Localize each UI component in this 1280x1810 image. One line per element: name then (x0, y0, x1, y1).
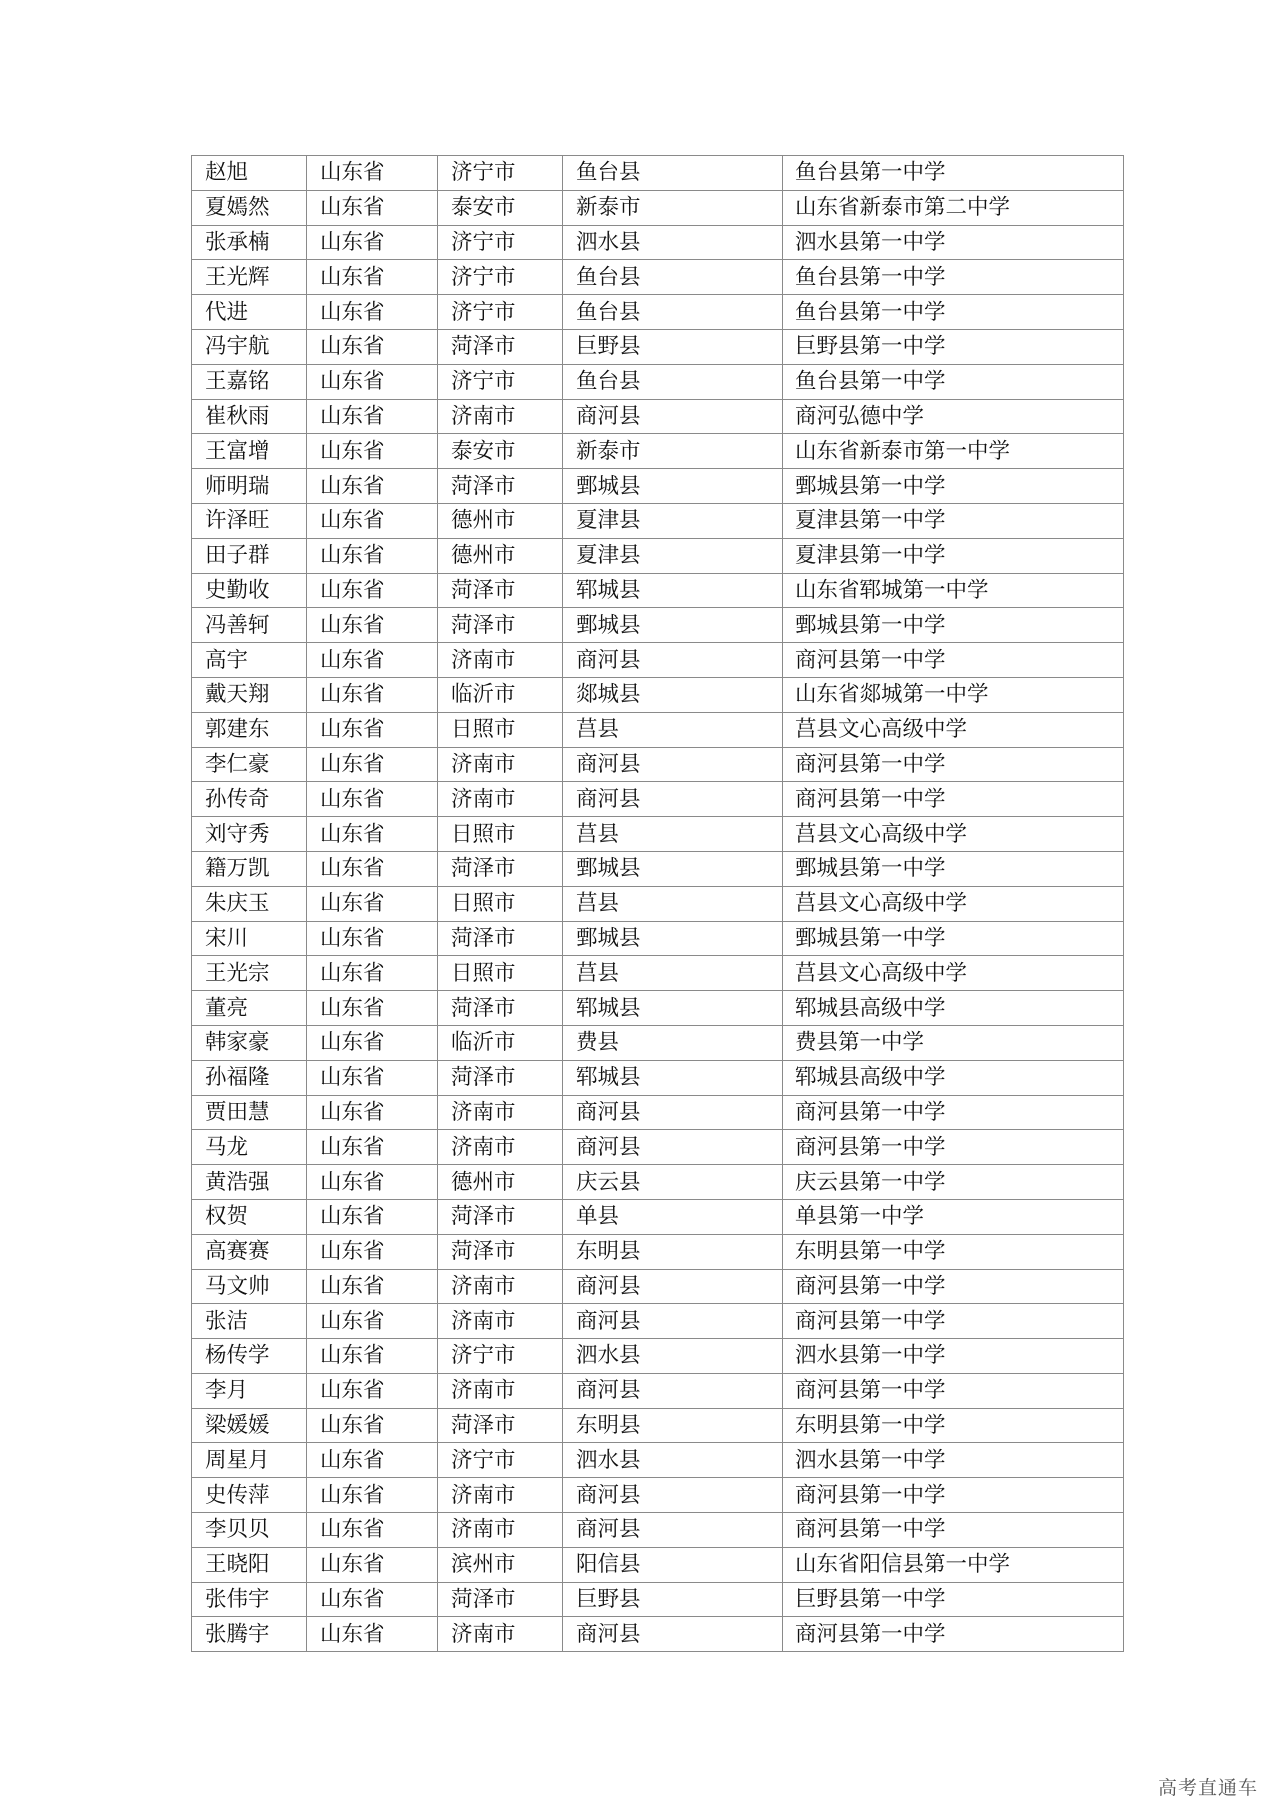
name-cell: 张伟宇 (192, 1582, 307, 1617)
county-cell: 东明县 (563, 1234, 783, 1269)
name-cell: 张腾宇 (192, 1617, 307, 1652)
table-row (192, 1060, 1124, 1095)
county-cell: 夏津县 (563, 538, 783, 573)
table-row (192, 1513, 1124, 1548)
school-cell: 郓城县高级中学 (783, 1060, 1124, 1095)
table-row (192, 956, 1124, 991)
table-row (192, 469, 1124, 504)
county-cell: 泗水县 (563, 225, 783, 260)
table-row (192, 1339, 1124, 1374)
table-row (192, 747, 1124, 782)
province-cell: 山东省 (307, 260, 438, 295)
name-cell: 郭建东 (192, 712, 307, 747)
table-row (192, 1234, 1124, 1269)
school-cell: 鄄城县第一中学 (783, 851, 1124, 886)
province-cell: 山东省 (307, 1478, 438, 1513)
school-cell: 泗水县第一中学 (783, 1443, 1124, 1478)
city-cell: 菏泽市 (438, 608, 563, 643)
county-cell: 费县 (563, 1025, 783, 1060)
table-row (192, 503, 1124, 538)
county-cell: 商河县 (563, 782, 783, 817)
county-cell: 单县 (563, 1199, 783, 1234)
name-cell: 韩家豪 (192, 1025, 307, 1060)
county-cell: 鱼台县 (563, 156, 783, 191)
name-cell: 高赛赛 (192, 1234, 307, 1269)
table-row (192, 1373, 1124, 1408)
school-cell: 商河县第一中学 (783, 1130, 1124, 1165)
school-cell: 费县第一中学 (783, 1025, 1124, 1060)
student-roster-table (191, 155, 1124, 1652)
province-cell: 山东省 (307, 886, 438, 921)
county-cell: 莒县 (563, 712, 783, 747)
city-cell: 临沂市 (438, 677, 563, 712)
province-cell: 山东省 (307, 190, 438, 225)
province-cell: 山东省 (307, 469, 438, 504)
school-cell: 山东省郓城第一中学 (783, 573, 1124, 608)
province-cell: 山东省 (307, 1234, 438, 1269)
school-cell: 夏津县第一中学 (783, 503, 1124, 538)
name-cell: 孙福隆 (192, 1060, 307, 1095)
name-cell: 张承楠 (192, 225, 307, 260)
name-cell: 高宇 (192, 643, 307, 678)
province-cell: 山东省 (307, 1582, 438, 1617)
city-cell: 济南市 (438, 1304, 563, 1339)
table-row (192, 1025, 1124, 1060)
county-cell: 莒县 (563, 886, 783, 921)
province-cell: 山东省 (307, 991, 438, 1026)
table-row (192, 399, 1124, 434)
table-row (192, 886, 1124, 921)
table-row (192, 1199, 1124, 1234)
school-cell: 莒县文心高级中学 (783, 956, 1124, 991)
city-cell: 济宁市 (438, 1339, 563, 1374)
school-cell: 鄄城县第一中学 (783, 921, 1124, 956)
table-row (192, 190, 1124, 225)
table-row (192, 1617, 1124, 1652)
province-cell: 山东省 (307, 1617, 438, 1652)
table-row (192, 573, 1124, 608)
county-cell: 商河县 (563, 1269, 783, 1304)
school-cell: 商河县第一中学 (783, 1513, 1124, 1548)
city-cell: 菏泽市 (438, 573, 563, 608)
table-row (192, 295, 1124, 330)
table-row (192, 782, 1124, 817)
county-cell: 东明县 (563, 1408, 783, 1443)
county-cell: 夏津县 (563, 503, 783, 538)
province-cell: 山东省 (307, 1060, 438, 1095)
city-cell: 德州市 (438, 503, 563, 538)
table-row (192, 1582, 1124, 1617)
city-cell: 济南市 (438, 1095, 563, 1130)
province-cell: 山东省 (307, 1130, 438, 1165)
province-cell: 山东省 (307, 503, 438, 538)
name-cell: 宋川 (192, 921, 307, 956)
school-cell: 泗水县第一中学 (783, 1339, 1124, 1374)
county-cell: 泗水县 (563, 1339, 783, 1374)
county-cell: 郯城县 (563, 677, 783, 712)
name-cell: 籍万凯 (192, 851, 307, 886)
province-cell: 山东省 (307, 225, 438, 260)
name-cell: 王光辉 (192, 260, 307, 295)
county-cell: 商河县 (563, 1617, 783, 1652)
province-cell: 山东省 (307, 399, 438, 434)
name-cell: 崔秋雨 (192, 399, 307, 434)
table-row (192, 1130, 1124, 1165)
city-cell: 济南市 (438, 399, 563, 434)
county-cell: 商河县 (563, 399, 783, 434)
school-cell: 商河县第一中学 (783, 747, 1124, 782)
table-row (192, 643, 1124, 678)
city-cell: 菏泽市 (438, 1408, 563, 1443)
name-cell: 王光宗 (192, 956, 307, 991)
school-cell: 商河县第一中学 (783, 643, 1124, 678)
table-row (192, 434, 1124, 469)
city-cell: 济宁市 (438, 225, 563, 260)
name-cell: 冯善轲 (192, 608, 307, 643)
city-cell: 济南市 (438, 643, 563, 678)
city-cell: 济南市 (438, 782, 563, 817)
city-cell: 泰安市 (438, 190, 563, 225)
table-row (192, 851, 1124, 886)
school-cell: 莒县文心高级中学 (783, 817, 1124, 852)
province-cell: 山东省 (307, 608, 438, 643)
school-cell: 泗水县第一中学 (783, 225, 1124, 260)
table-row (192, 1304, 1124, 1339)
table-row (192, 156, 1124, 191)
name-cell: 王富增 (192, 434, 307, 469)
county-cell: 庆云县 (563, 1165, 783, 1200)
school-cell: 商河县第一中学 (783, 1269, 1124, 1304)
province-cell: 山东省 (307, 1408, 438, 1443)
table-row (192, 677, 1124, 712)
name-cell: 董亮 (192, 991, 307, 1026)
school-cell: 巨野县第一中学 (783, 329, 1124, 364)
table-row (192, 991, 1124, 1026)
county-cell: 鄄城县 (563, 608, 783, 643)
city-cell: 济南市 (438, 747, 563, 782)
watermark-text: 高考直通车 (1157, 1777, 1258, 1799)
school-cell: 商河县第一中学 (783, 1478, 1124, 1513)
table-row (192, 1478, 1124, 1513)
name-cell: 王晓阳 (192, 1547, 307, 1582)
city-cell: 济宁市 (438, 260, 563, 295)
school-cell: 山东省新泰市第一中学 (783, 434, 1124, 469)
city-cell: 济南市 (438, 1373, 563, 1408)
province-cell: 山东省 (307, 643, 438, 678)
table-row (192, 1547, 1124, 1582)
city-cell: 济宁市 (438, 295, 563, 330)
county-cell: 商河县 (563, 1095, 783, 1130)
county-cell: 商河县 (563, 1304, 783, 1339)
province-cell: 山东省 (307, 1373, 438, 1408)
name-cell: 王嘉铭 (192, 364, 307, 399)
school-cell: 郓城县高级中学 (783, 991, 1124, 1026)
city-cell: 济南市 (438, 1269, 563, 1304)
school-cell: 莒县文心高级中学 (783, 712, 1124, 747)
city-cell: 济南市 (438, 1617, 563, 1652)
table-row (192, 1269, 1124, 1304)
county-cell: 巨野县 (563, 1582, 783, 1617)
county-cell: 泗水县 (563, 1443, 783, 1478)
city-cell: 菏泽市 (438, 469, 563, 504)
county-cell: 莒县 (563, 956, 783, 991)
name-cell: 赵旭 (192, 156, 307, 191)
county-cell: 郓城县 (563, 991, 783, 1026)
province-cell: 山东省 (307, 329, 438, 364)
school-cell: 单县第一中学 (783, 1199, 1124, 1234)
name-cell: 许泽旺 (192, 503, 307, 538)
table-row (192, 608, 1124, 643)
county-cell: 鄄城县 (563, 469, 783, 504)
province-cell: 山东省 (307, 538, 438, 573)
city-cell: 滨州市 (438, 1547, 563, 1582)
name-cell: 孙传奇 (192, 782, 307, 817)
table-row (192, 921, 1124, 956)
school-cell: 东明县第一中学 (783, 1408, 1124, 1443)
province-cell: 山东省 (307, 782, 438, 817)
city-cell: 济南市 (438, 1513, 563, 1548)
table-row (192, 364, 1124, 399)
province-cell: 山东省 (307, 1304, 438, 1339)
school-cell: 山东省郯城第一中学 (783, 677, 1124, 712)
city-cell: 济宁市 (438, 364, 563, 399)
city-cell: 菏泽市 (438, 329, 563, 364)
city-cell: 德州市 (438, 538, 563, 573)
table-row (192, 1443, 1124, 1478)
province-cell: 山东省 (307, 677, 438, 712)
table-row (192, 329, 1124, 364)
county-cell: 莒县 (563, 817, 783, 852)
county-cell: 鱼台县 (563, 260, 783, 295)
name-cell: 张洁 (192, 1304, 307, 1339)
name-cell: 田子群 (192, 538, 307, 573)
name-cell: 周星月 (192, 1443, 307, 1478)
county-cell: 商河县 (563, 643, 783, 678)
name-cell: 史传萍 (192, 1478, 307, 1513)
city-cell: 菏泽市 (438, 1582, 563, 1617)
county-cell: 商河县 (563, 1513, 783, 1548)
city-cell: 菏泽市 (438, 1234, 563, 1269)
school-cell: 巨野县第一中学 (783, 1582, 1124, 1617)
name-cell: 李仁豪 (192, 747, 307, 782)
school-cell: 商河县第一中学 (783, 1373, 1124, 1408)
city-cell: 济南市 (438, 1478, 563, 1513)
county-cell: 郓城县 (563, 573, 783, 608)
table-row (192, 1095, 1124, 1130)
school-cell: 夏津县第一中学 (783, 538, 1124, 573)
city-cell: 菏泽市 (438, 921, 563, 956)
county-cell: 商河县 (563, 1478, 783, 1513)
province-cell: 山东省 (307, 747, 438, 782)
table-row (192, 1165, 1124, 1200)
city-cell: 日照市 (438, 886, 563, 921)
city-cell: 济宁市 (438, 156, 563, 191)
name-cell: 杨传学 (192, 1339, 307, 1374)
school-cell: 庆云县第一中学 (783, 1165, 1124, 1200)
table-row (192, 538, 1124, 573)
school-cell: 鄄城县第一中学 (783, 469, 1124, 504)
county-cell: 阳信县 (563, 1547, 783, 1582)
county-cell: 商河县 (563, 1130, 783, 1165)
roster-body (192, 156, 1124, 1652)
county-cell: 鄄城县 (563, 851, 783, 886)
province-cell: 山东省 (307, 712, 438, 747)
city-cell: 日照市 (438, 956, 563, 991)
table-row (192, 712, 1124, 747)
name-cell: 李贝贝 (192, 1513, 307, 1548)
table-row (192, 817, 1124, 852)
school-cell: 山东省新泰市第二中学 (783, 190, 1124, 225)
province-cell: 山东省 (307, 1547, 438, 1582)
name-cell: 权贺 (192, 1199, 307, 1234)
province-cell: 山东省 (307, 364, 438, 399)
province-cell: 山东省 (307, 1095, 438, 1130)
name-cell: 戴天翔 (192, 677, 307, 712)
school-cell: 鱼台县第一中学 (783, 364, 1124, 399)
province-cell: 山东省 (307, 956, 438, 991)
school-cell: 鱼台县第一中学 (783, 260, 1124, 295)
name-cell: 代进 (192, 295, 307, 330)
province-cell: 山东省 (307, 1025, 438, 1060)
county-cell: 商河县 (563, 747, 783, 782)
county-cell: 新泰市 (563, 190, 783, 225)
county-cell: 郓城县 (563, 1060, 783, 1095)
school-cell: 莒县文心高级中学 (783, 886, 1124, 921)
school-cell: 商河县第一中学 (783, 1095, 1124, 1130)
province-cell: 山东省 (307, 1443, 438, 1478)
province-cell: 山东省 (307, 434, 438, 469)
county-cell: 鄄城县 (563, 921, 783, 956)
province-cell: 山东省 (307, 156, 438, 191)
city-cell: 菏泽市 (438, 1199, 563, 1234)
school-cell: 商河县第一中学 (783, 782, 1124, 817)
table-row (192, 1408, 1124, 1443)
province-cell: 山东省 (307, 921, 438, 956)
school-cell: 鱼台县第一中学 (783, 156, 1124, 191)
name-cell: 刘守秀 (192, 817, 307, 852)
city-cell: 济南市 (438, 1130, 563, 1165)
province-cell: 山东省 (307, 851, 438, 886)
school-cell: 山东省阳信县第一中学 (783, 1547, 1124, 1582)
name-cell: 梁媛媛 (192, 1408, 307, 1443)
name-cell: 史勤收 (192, 573, 307, 608)
city-cell: 菏泽市 (438, 1060, 563, 1095)
school-cell: 商河弘德中学 (783, 399, 1124, 434)
name-cell: 黄浩强 (192, 1165, 307, 1200)
name-cell: 夏嫣然 (192, 190, 307, 225)
province-cell: 山东省 (307, 1513, 438, 1548)
province-cell: 山东省 (307, 1269, 438, 1304)
city-cell: 日照市 (438, 817, 563, 852)
table-row (192, 225, 1124, 260)
province-cell: 山东省 (307, 817, 438, 852)
name-cell: 贾田慧 (192, 1095, 307, 1130)
county-cell: 商河县 (563, 1373, 783, 1408)
county-cell: 鱼台县 (563, 295, 783, 330)
name-cell: 师明瑞 (192, 469, 307, 504)
province-cell: 山东省 (307, 1339, 438, 1374)
school-cell: 鄄城县第一中学 (783, 608, 1124, 643)
county-cell: 鱼台县 (563, 364, 783, 399)
city-cell: 菏泽市 (438, 851, 563, 886)
city-cell: 济宁市 (438, 1443, 563, 1478)
name-cell: 马龙 (192, 1130, 307, 1165)
school-cell: 鱼台县第一中学 (783, 295, 1124, 330)
school-cell: 商河县第一中学 (783, 1304, 1124, 1339)
province-cell: 山东省 (307, 1199, 438, 1234)
city-cell: 临沂市 (438, 1025, 563, 1060)
province-cell: 山东省 (307, 573, 438, 608)
school-cell: 商河县第一中学 (783, 1617, 1124, 1652)
school-cell: 东明县第一中学 (783, 1234, 1124, 1269)
province-cell: 山东省 (307, 295, 438, 330)
county-cell: 新泰市 (563, 434, 783, 469)
province-cell: 山东省 (307, 1165, 438, 1200)
city-cell: 德州市 (438, 1165, 563, 1200)
name-cell: 冯宇航 (192, 329, 307, 364)
name-cell: 李月 (192, 1373, 307, 1408)
table-row (192, 260, 1124, 295)
name-cell: 马文帅 (192, 1269, 307, 1304)
name-cell: 朱庆玉 (192, 886, 307, 921)
city-cell: 日照市 (438, 712, 563, 747)
city-cell: 泰安市 (438, 434, 563, 469)
county-cell: 巨野县 (563, 329, 783, 364)
city-cell: 菏泽市 (438, 991, 563, 1026)
